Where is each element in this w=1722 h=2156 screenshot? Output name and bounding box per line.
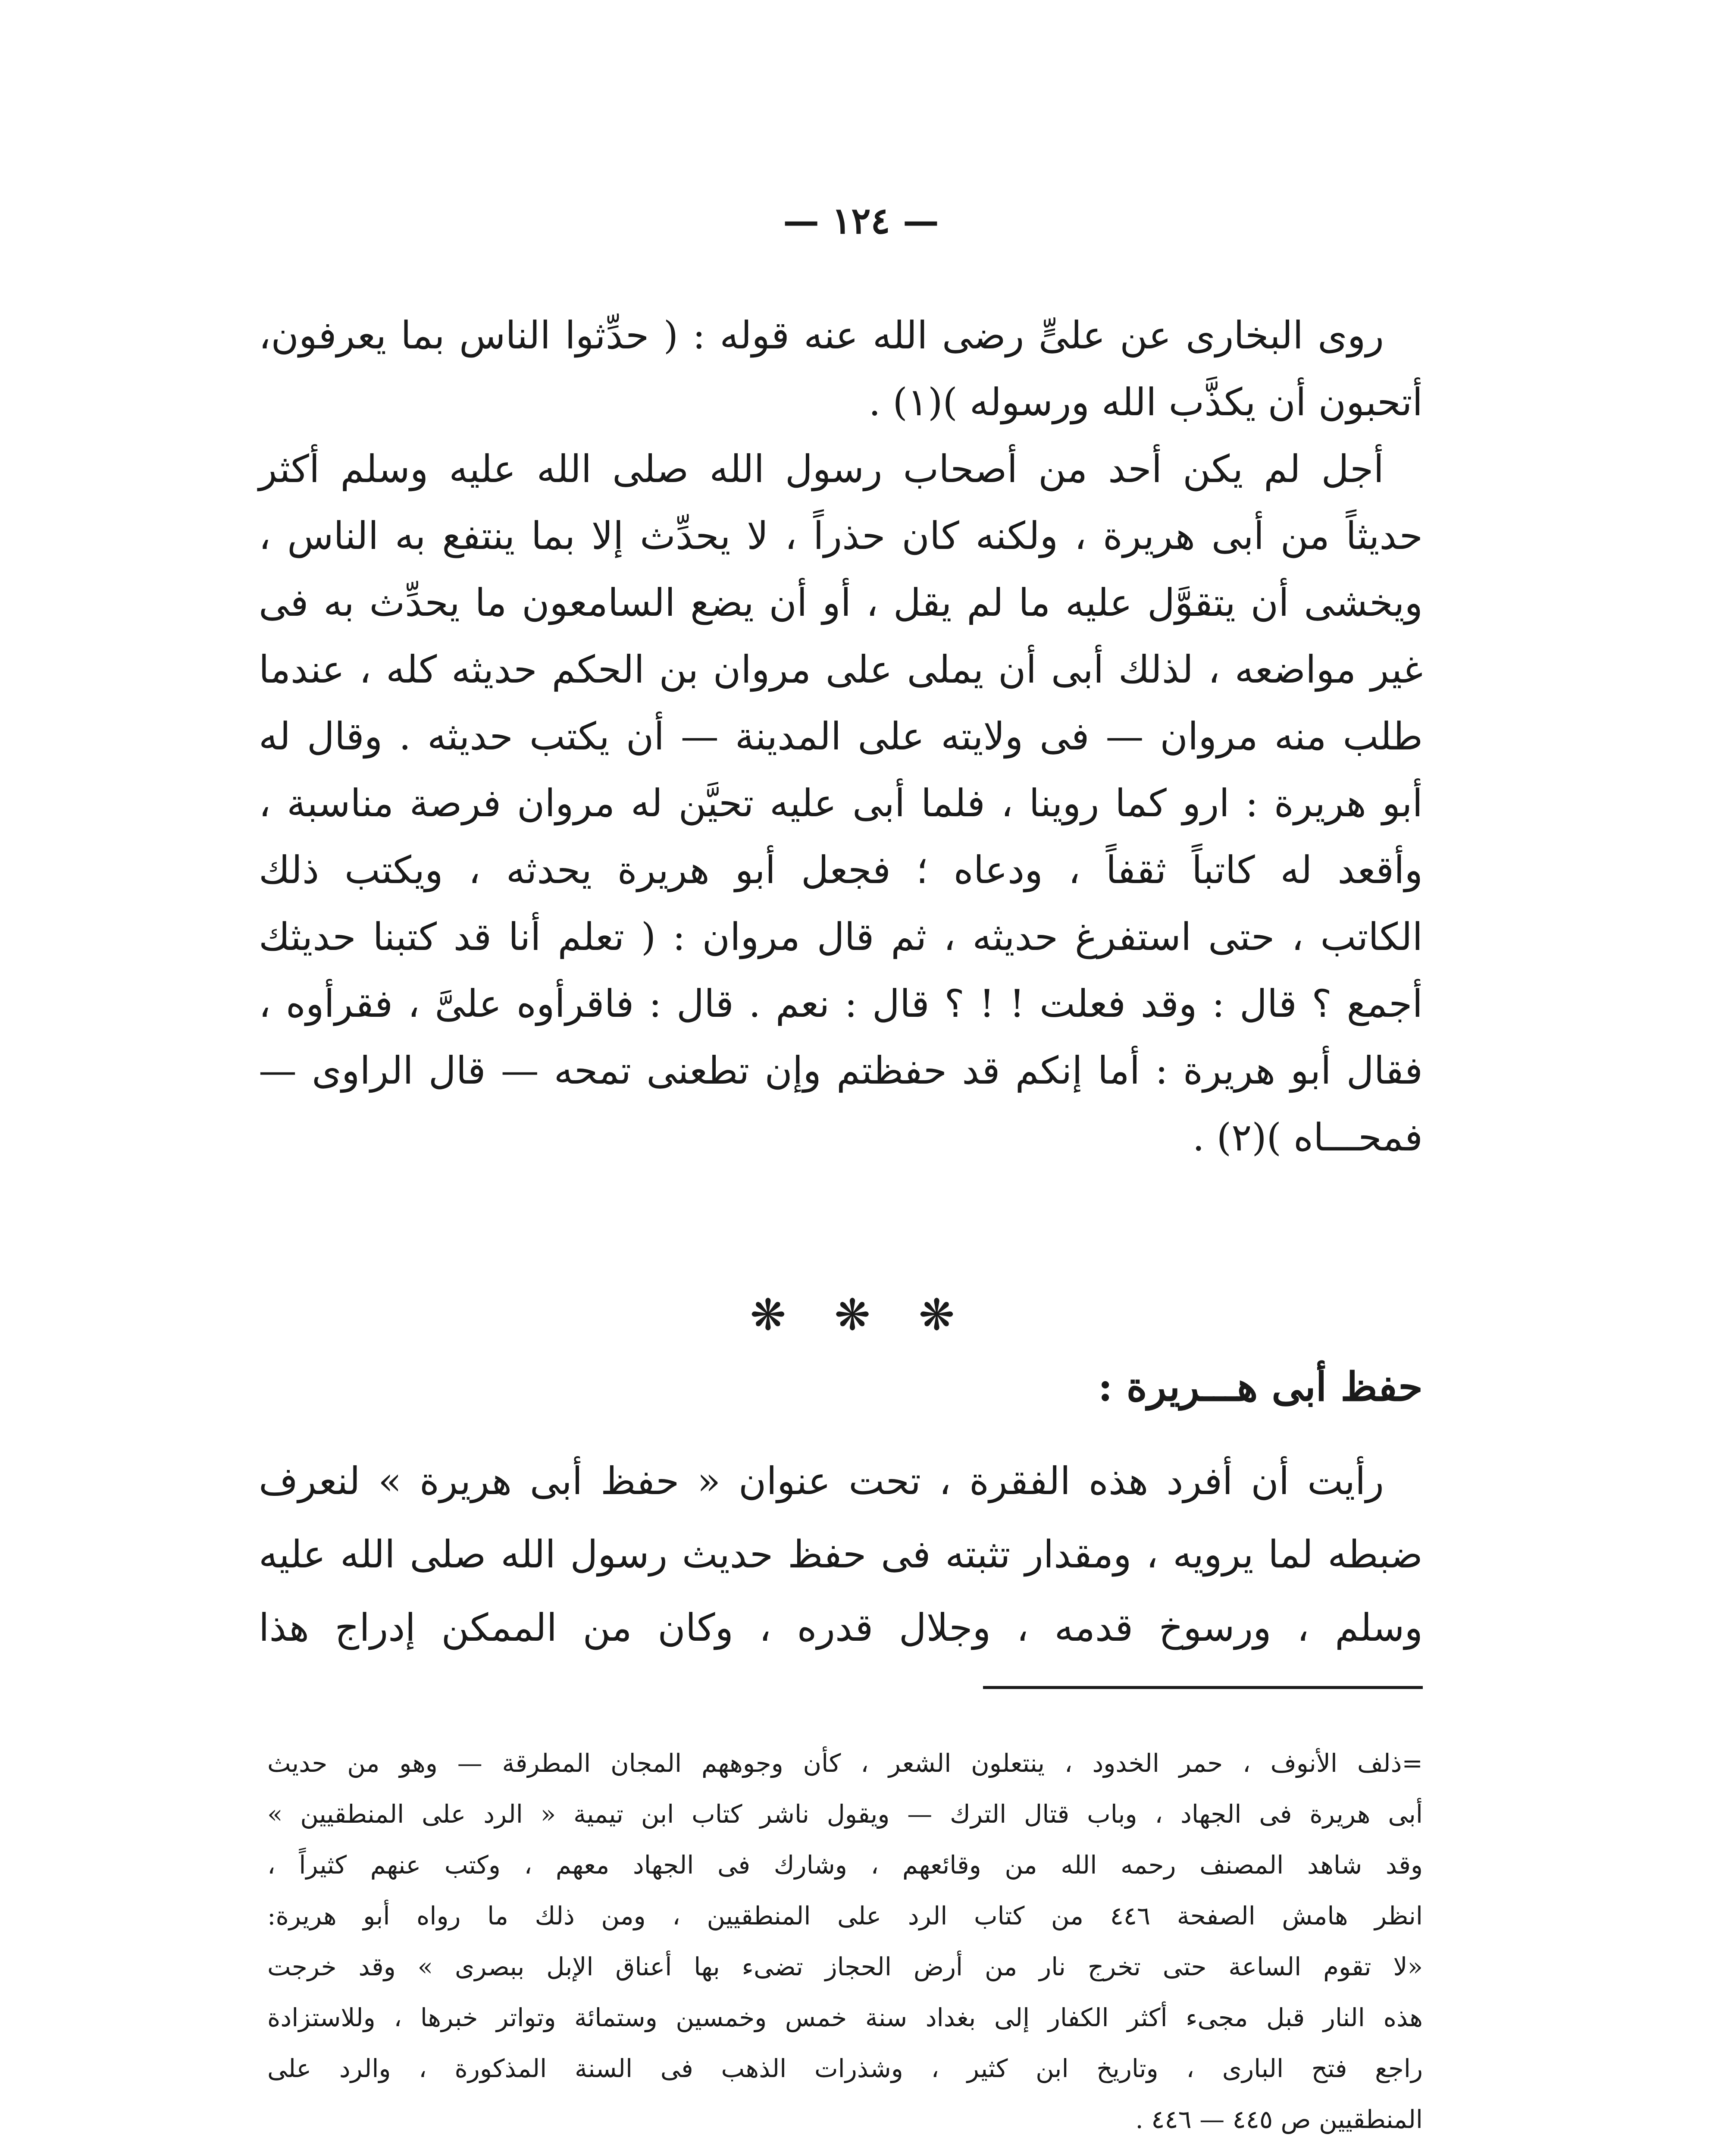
text-line: حديثاً من أبى هريرة ، ولكنه كان حذراً ، لا يحدِّث إلا بما ينتفع به الناس ،	[259, 514, 1423, 558]
text-line: فقال أبو هريرة : أما إنكم قد حفظتم وإن تطعنى تمحه — قال الراوى —	[259, 1048, 1423, 1093]
text-line: طلب منه مروان — فى ولايته على المدينة — أن يكتب حديثه . وقال له	[259, 714, 1423, 758]
text-line: أجل لم يكن أحد من أصحاب رسول الله صلى الله عليه وسلم أكثر	[259, 447, 1384, 491]
text-line: أتحبون أن يكذَّب الله ورسوله )(١) .	[868, 380, 1423, 424]
text-line: غير مواضعه ، لذلك أبى أن يملى على مروان بن الحكم حديثه كله ، عندما	[259, 647, 1423, 692]
footnote-line: =ذلف الأنوف ، حمر الخدود ، ينتعلون الشعر ، كأن وجوههم المجان المطرقة — وهو من حديث	[267, 1749, 1423, 1778]
footnote-line: راجع فتح البارى ، وتاريخ ابن كثير ، وشذرات الذهب فى السنة المذكورة ، والرد على	[267, 2054, 1423, 2083]
text-line: ويخشى أن يتقوَّل عليه ما لم يقل ، أو أن يضع السامعون ما يحدِّث به فى	[259, 580, 1423, 625]
paragraph-hadith	[259, 302, 1423, 436]
text-line: الكاتب ، حتى استفرغ حديثه ، ثم قال مروان : ( تعلم أنا قد كتبنا حديثك	[259, 915, 1423, 959]
text-line: أجمع ؟ قال : وقد فعلت ! ! ؟ قال : نعم . قال : فاقرأوه علىَّ ، فقرأوه ،	[259, 981, 1423, 1026]
footnote-divider	[983, 1686, 1423, 1689]
text-line: روى البخارى عن علىٍّ رضى الله عنه قوله : ( حدِّثوا الناس بما يعرفون،	[259, 313, 1384, 357]
text-line: رأيت أن أفرد هذه الفقرة ، تحت عنوان « حفظ أبى هريرة » لنعرف	[259, 1459, 1384, 1503]
footnote-1	[267, 2145, 1423, 2156]
footnote-line: وقد شاهد المصنف رحمه الله من وقائعهم ، وشارك فى الجهاد معهم ، وكتب عنهم كثيراً ،	[267, 1850, 1423, 1880]
section-heading: حفظ أبى هـــريرة :	[1098, 1363, 1423, 1410]
footnote-line: هذه النار قبل مجىء أكثر الكفار إلى بغداد سنة خمس وخمسين وستمائة وتواتر خبرها ، وللاستزادة	[267, 2003, 1423, 2032]
text-line: ضبطه لما يرويه ، ومقدار تثبته فى حفظ حديث رسول الله صلى الله عليه	[259, 1532, 1423, 1576]
footnotes	[267, 1738, 1423, 2156]
page-number: — ١٢٤ —	[783, 199, 939, 242]
footnote-line: المنطقيين ص ٤٤٥ — ٤٤٦ .	[1135, 2105, 1423, 2134]
paragraph-caution	[259, 436, 1423, 1171]
footnote-line: أبى هريرة فى الجهاد ، وباب قتال الترك — ويقول ناشر كتاب ابن تيمية « الرد على المنطقيين »	[267, 1799, 1423, 1829]
main-text	[259, 302, 1423, 1171]
section-paragraph	[259, 1445, 1423, 1664]
text-line: أبو هريرة : ارو كما روينا ، فلما أبى عليه تحيَّن له مروان فرصة مناسبة ،	[259, 781, 1423, 825]
text-line: فمحـــاه )(٢) .	[1192, 1115, 1423, 1159]
footnote-line: انظر هامش الصفحة ٤٤٦ من كتاب الرد على المنطقيين ، ومن ذلك ما رواه أبو هريرة:	[267, 1901, 1423, 1930]
section-ornament: ❋ ❋ ❋	[750, 1290, 972, 1340]
footnote-continuation	[267, 1738, 1423, 2145]
text-line: وأقعد له كاتباً ثقفاً ، ودعاه ؛ فجعل أبو هريرة يحدثه ، ويكتب ذلك	[259, 848, 1423, 892]
footnote-line: «لا تقوم الساعة حتى تخرج نار من أرض الحجاز تضىء بها أعناق الإبل ببصرى » وقد خرجت	[267, 1952, 1423, 1981]
text-line: وسلم ، ورسوخ قدمه ، وجلال قدره ، وكان من الممكن إدراج هذا	[259, 1605, 1423, 1650]
